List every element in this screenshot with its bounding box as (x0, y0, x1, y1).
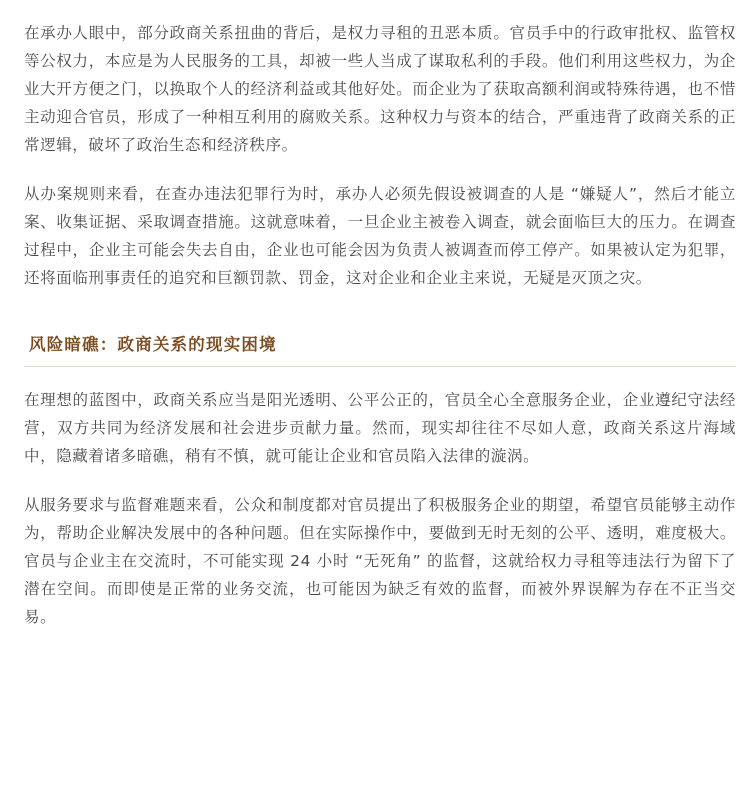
paragraph-power-rent-seeking: 在承办人眼中，部分政商关系扭曲的背后，是权力寻租的丑恶本质。官员手中的行政审批权、监管权等公权力，本应是为人民服务的工具，却被一些人当成了谋取私利的手段。他们利用这些权力，为企业大开方便之门，以换取个人的经济利益或其他好处。而企业为了获取高额利润或特殊待遇，也不惜主动迎合官员，形成了一种相互利用的腐败关系。这种权力与资本的结合，严重违背了政商关系的正常逻辑，破坏了政治生态和经济秩序。 (24, 24, 736, 154)
paragraph-case-handling-rules: 从办案规则来看，在查办违法犯罪行为时，承办人必须先假设被调查的人是 “嫌疑人”，然后才能立案、收集证据、采取调查措施。这就意味着，一旦企业主被卷入调查，就会面临巨大的压力。在调查过程中，企业主可能会失去自由，企业也可能会因为负责人被调查而停工停产。如果被认定为犯罪，还将面临刑事责任的追究和巨额罚款、罚金，这对企业和企业主来说，无疑是灭顶之灾。 (24, 185, 736, 287)
article-body (24, 19, 736, 631)
section-heading-block (24, 332, 736, 367)
paragraph-supervision-difficulty: 从服务要求与监督难题来看，公众和制度都对官员提出了积极服务企业的期望，希望官员能够主动作为，帮助企业解决发展中的各种问题。但在实际操作中，要做到无时无刻的公平、透明，难度极大。官员与企业主在交流时，不可能实现 24 小时 “无死角” 的监督，这就给权力寻租等违法行为留下了潜在空间。而即使是正常的业务交流，也可能因为缺乏有效的监督，而被外界误解为存在不正当交易。 (24, 496, 736, 626)
paragraph-ideal-blueprint: 在理想的蓝图中，政商关系应当是阳光透明、公平公正的，官员全心全意服务企业，企业遵纪守法经营，双方共同为经济发展和社会进步贡献力量。然而，现实却往往不尽如人意，政商关系这片海域中，隐藏着诸多暗礁，稍有不慎，就可能让企业和官员陷入法律的漩涡。 (24, 391, 736, 465)
section-heading: 风险暗礁：政商关系的现实困境 (29, 335, 277, 354)
